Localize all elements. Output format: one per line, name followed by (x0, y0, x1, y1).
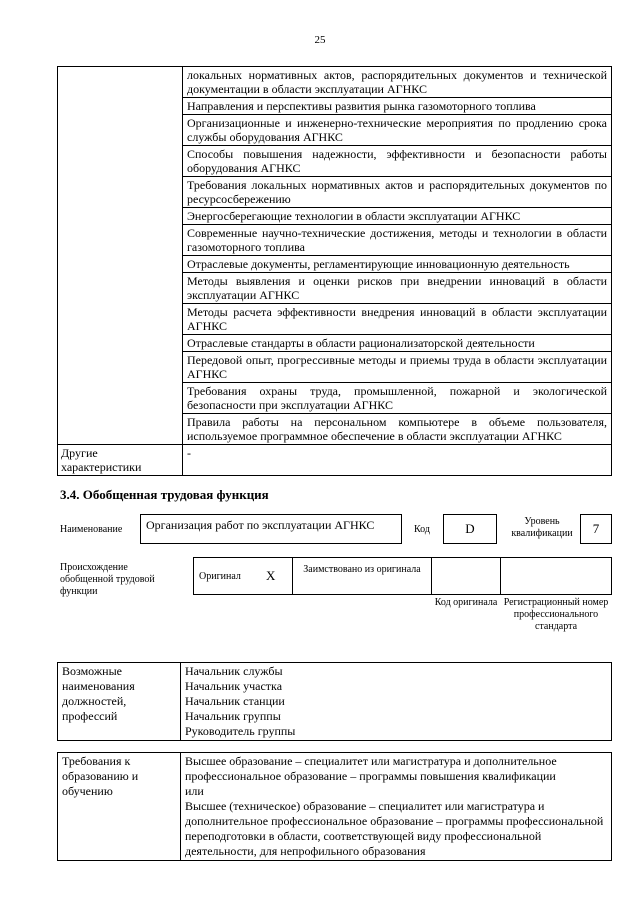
knowledge-item: Современные научно-технические достижения, методы и технологии в области газомоторного топлива (183, 225, 612, 256)
knowledge-item: Методы выявления и оценки рисков при внедрении инноваций в области эксплуатации АГНКС (183, 273, 612, 304)
page-number: 25 (314, 34, 326, 46)
education-line: Высшее образование – специалитет или магистратура и дополнительное профессиональное образование – программы повышения квалификации (185, 754, 557, 783)
knowledge-item: Требования локальных нормативных актов и распорядительных документов по ресурсосбережению (183, 177, 612, 208)
function-code-box: D (443, 514, 497, 544)
positions-table (57, 662, 612, 741)
level-box: 7 (580, 514, 612, 544)
original-mark: X (266, 568, 276, 583)
registration-number-caption: Регистрационный номер профессионального стандарта (503, 597, 609, 632)
education-label: Требования к образованию и обучению (58, 753, 181, 861)
knowledge-item: Организационные и инженерно-технические мероприятия по продлению срока службы оборудования АГНКС (183, 115, 612, 146)
position-item: Начальник группы (185, 709, 281, 723)
position-item: Начальник станции (185, 694, 285, 708)
other-characteristics-label: Другие характеристики (58, 445, 183, 476)
knowledge-table (57, 66, 612, 476)
section-title: 3.4. Обобщенная трудовая функция (60, 487, 269, 502)
code-label: Код (414, 524, 430, 535)
knowledge-item: Методы расчета эффективности внедрения инноваций в области эксплуатации АГНКС (183, 304, 612, 335)
knowledge-item: локальных нормативных актов, распорядительных документов и технической документации в области эксплуатации АГНКС (183, 67, 612, 98)
origin-original-cell (193, 557, 293, 595)
knowledge-item: Передовой опыт, прогрессивные методы и приемы труда в области эксплуатации АГНКС (183, 352, 612, 383)
knowledge-item: Направления и перспективы развития рынка газомоторного топлива (183, 98, 612, 115)
knowledge-item: Требования охраны труда, промышленной, пожарной и экологической безопасности при эксплуатации АГНКС (183, 383, 612, 414)
position-item: Руководитель группы (185, 724, 296, 738)
code-original-caption: Код оригинала (434, 597, 498, 608)
name-label: Наименование (60, 524, 123, 535)
education-table (57, 752, 612, 861)
other-characteristics-value: - (183, 445, 612, 476)
education-line: Высшее (техническое) образование – специалитет или магистратура и дополнительное профессиональное образование – программы профессиональной переподготовки в области, соответствующей виду профессиональной деятельности, для непрофильного образования (185, 799, 604, 858)
origin-reg-cell (500, 557, 612, 595)
knowledge-item: Правила работы на персональном компьютере в объеме пользователя, используемое программное обеспечение в области эксплуатации АГНКС (183, 414, 612, 445)
positions-list (181, 663, 612, 741)
borrowed-label: Заимствовано из оригинала (303, 564, 421, 575)
origin-borrowed-cell (292, 557, 432, 595)
position-item: Начальник участка (185, 679, 283, 693)
knowledge-item: Энергосберегающие технологии в области эксплуатации АГНКС (183, 208, 612, 225)
level-label: Уровень квалификации (511, 516, 573, 539)
original-label: Оригинал (199, 571, 241, 582)
origin-code-cell (431, 557, 501, 595)
knowledge-item: Способы повышения надежности, эффективности и безопасности работы оборудования АГНКС (183, 146, 612, 177)
knowledge-item: Отраслевые документы, регламентирующие инновационную деятельность (183, 256, 612, 273)
education-line: или (185, 784, 204, 798)
origin-label: Происхождение обобщенной трудовой функции (60, 562, 155, 597)
knowledge-label-cell (58, 67, 183, 445)
position-item: Начальник службы (185, 664, 283, 678)
function-name-box: Организация работ по эксплуатации АГНКС (140, 514, 402, 544)
positions-label: Возможные наименования должностей, профессий (58, 663, 181, 741)
education-requirements (181, 753, 612, 861)
knowledge-item: Отраслевые стандарты в области рационализаторской деятельности (183, 335, 612, 352)
